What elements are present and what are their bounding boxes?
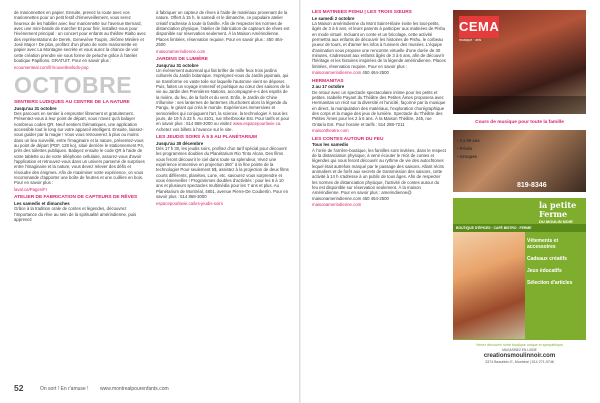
event-date: Tous les samedis: [312, 142, 349, 148]
event-date: Jusqu'au 30 décembre: [156, 140, 204, 146]
ad-photo-child: [453, 232, 525, 339]
ad-photo-shade: [453, 96, 586, 114]
ad-logo: [539, 201, 584, 223]
event-body-after: . Achetez vos billets à l'avance sur le site.: [156, 121, 282, 132]
event-date: Les samedis et dimanches: [14, 200, 70, 206]
event-body: Grâce à la tradition orale de contes et légendes, découvrez l'importance du rêve au sein de la spiritualité amérindienne, puis apprenez: [14, 206, 137, 222]
event-title: HERMANITAS: [312, 78, 344, 84]
ad-list-item: Cadeaux créatifs: [527, 256, 568, 262]
event-body-after: 450 464-2500: [361, 70, 389, 76]
right-column-1: [312, 10, 446, 382]
event-date: Le samedi 2 octobre: [312, 15, 355, 21]
ad-address: 3374 Beaubien E, Montréal | 514 271-9746: [485, 360, 554, 364]
event-title: LES MATINÉES PISHU | LES TROIS SŒURS: [312, 10, 412, 15]
event-body: Des parcours en sentier à emprunter librement et gratuitement. Présentez-vous à leur point de départ, vous n'avez qu'à balayer nombreux codes QR. Neuf sentiers thématiques, une application accessible tout le long sur votre appareil intelligent. Ensuite, laissez-vous guider par la magie ! Vous vous retrouverez à plus ou moins dans un lieu surveillé, entre l'imaginaire et la nature, présentez-vous au point de départ (PDF, 128 ko), situé derrière le stationnement P4, près des toilettes publiques. Balayez ensuite le code QR à l'aide de votre tablette ou de votre téléphone cellulaire, assurez-vous d'avoir l'application et retrouvez-vous dans un univers parsemé de surprises entre l'imaginaire et la nature, vous devez relever des défis et résoudre des énigmes. Afin de maximiser votre expérience, on vous recommande d'apporter une boîte de feutres et une cuillère en bois. Pour en savoir plus :: [14, 110, 145, 186]
event-link[interactable]: maisontheatre.com: [312, 128, 349, 134]
ad-list-item: • Privés: [457, 146, 473, 151]
page-number: 52: [14, 383, 24, 393]
event-link[interactable]: maisonamerindienne.com: [312, 202, 362, 208]
event-title: SENTIERS LUDIQUES AU CENTRE DE LA NATURE: [14, 99, 130, 105]
ad-logo-line-2: DU MOULIN NOIR: [539, 219, 573, 224]
event-link[interactable]: espacepourlavie.ca/les-jeudis-soirs: [156, 200, 223, 206]
intro-paragraph: de marionnettes en papier. Ensuite, prenez la route avec vos marionnettes pour un petit festif d'émerveillement, vous serez heureux de les habiller avec leur marionnette sur l'avenue Bernard, avec une mini-bande de marche! Et pour finir, installez-vous pour l'événement principal : un concert pour enfants au théâtre Rialto avec des représentations de Derek, Geneviève Toupin, Jérôme Minière et José Major ! De plus, profitez d'un photo de votre marionnette en papier avec La Montagne secrète et vous aurez la chance de voir cette création prendre vie sous forme de peluche grâce à l'atelier boutique Papillons. GRATUIT. Pour en savoir plus :: [14, 10, 146, 64]
event-body: La Maison amérindienne du Mont Saint-Hilaire invite les tout-petits, âgés de 3 à 6 ans, et leurs parents à participer aux matinées de Pishu en mode virtuel. Incluant un conte et un bricolage, cette activité permettra aux enfants de découvrir les histoires de Pishu, le corbeau joueur de tours, et d'aimer les infos à l'univers des musées. L'équipe d'animation vous propose une rencontre virtuelle d'une durée de 30 minutes, s'adressant aux enfants âgés de 3 à 6 ans, afin de découvrir l'héritage et les histoires inspirées de la légende amérindienne. Places limitées, réservation requise. Pour en savoir plus :: [312, 21, 446, 69]
event-link[interactable]: www.espacepourlavie.ca: [232, 121, 281, 127]
event-body: Dès 17 h 30, les jeudis soirs, profitez d'un tarif spécial pour découvrir les programmes doubles du Planétarium Rio Tinto Alcan. Des films vous feront découvrir le ciel dans toute sa splendeur. Vivez une expérience immersive en projection 360° à la fine pointe de la technologie! Pour seulement 5$, assistez à la projection de deux films courts différents, planètes, Lune, etc. savourez vous surprendre et vous émerveiller ! Programmes doubles d'activités : pour les 6 à 10 ans et plusieurs spectacles multimédia pour les 7 ans et plus. Au Planétarium de Montréal, 4801, avenue Pierre-De Coubertin. Pour en savoir plus : 514 868-3000: [156, 146, 289, 200]
footer-url[interactable]: www.montrealpourenfants.com: [100, 386, 169, 392]
month-heading: OCTOBRE: [14, 71, 133, 98]
ad-list-item: • Groupes: [457, 154, 477, 159]
ad-website[interactable]: creationsmoulinnoir.com: [483, 353, 556, 359]
ad-list-item: Jeux éducatifs: [527, 268, 562, 274]
left-column-2: [156, 10, 290, 380]
footer-title: On sort ! En r'amuse !: [40, 386, 89, 392]
left-column-1: [14, 10, 146, 380]
ad-logo-line-1: la petite Ferme: [539, 200, 577, 219]
intro-link[interactable]: maisonamerindienne.com: [156, 48, 206, 54]
intro-link[interactable]: ecoumenteal.com/fr/nouvelles/kids-pop: [14, 64, 89, 70]
ad-list-item: • 3 à 99 ans: [457, 138, 480, 143]
page-gutter: [299, 0, 301, 403]
event-date: Jusqu'au 31 octobre: [156, 62, 199, 68]
event-title: ATELIER DE FABRICATION DE CAPTEURS DE RÊVES: [14, 195, 138, 201]
event-title: JARDINS DE LUMIÈRE: [156, 56, 208, 62]
event-date: Jusqu'au 31 octobre: [14, 105, 57, 111]
ad-list-item: Sélection d'articles: [527, 280, 573, 286]
ad-list: [527, 238, 585, 292]
event-body: De retour avec un spectacle spectaculaire intime pour les petits et petites. Isabelle Payant du Théâtre des Petites Âmes proposera avec Hermanitas un récit sur la diversité et l'unicité, façonné par la musique en direct, la manipulation des matériaux, l'exploration chorégraphique des corps et la magie des jeux de lumière. Spectacle du Théâtre des Petites Âmes pour les 2 à 6 ans. À la Maison Théâtre, 245, rue Ontario Est. Pour horaire et tarifs : 514 288-7211: [312, 89, 446, 127]
event-body: À l'orée de l'arrière-boutique, les familles sont invitées, dans le respect de la distanciation physique, à venir écouter le récit de contes et légendes qui nous feront découvrir au rythme de vie des autochtones lequel était autrefois marqué par le passage des saisons. Allant récits animaliers et de forêt aux secrets de transmission des saisons, cette activité à 14 h s'adresse à un public de tous âges. Afin de respecter les normes de distanciation physique, l'activité de contes autour du feu est disponible sur réservation seulement. À la maison Amérindienne. Pour en savoir plus : amerindienne@ maisonamerindienne.com 450 464-2500: [312, 147, 446, 201]
event-link[interactable]: maisonamerindienne.com: [312, 70, 362, 76]
event-date: 2 au 17 octobre: [312, 84, 345, 90]
ad-list-item: Vêtements et accessoires: [527, 238, 559, 250]
event-title: LES JEUDIS SOIRS À 5 $ AU PLANÉTARIUM: [156, 135, 258, 141]
ad-logo-subtitle: musique · arts: [459, 38, 482, 42]
ad-strip: BOUTIQUE D'ÉPICES · CAFÉ BISTRO · FERME: [453, 224, 586, 232]
ad-logo: CEMA: [459, 16, 499, 38]
event-title: LES CONTES AUTOUR DU FEU: [312, 136, 384, 142]
boutique-ad[interactable]: [453, 198, 586, 383]
ad-tagline: Venez découvrir notre boutique unique et sympathique: [476, 343, 563, 347]
event-body: Un événement automnal qui fait briller de mille feux trois jardins culturels du Jardin botanique. Imprégnez-vous du Jardin japonais, qui se transforme en vaste toile sur laquelle l'automne vient se déposer. Puis, faites un voyage immersif et poétique au cœur des saisons de la vie au Jardin des Premières-Nations, accompagné-e-s des esprits de la rivière, du feu, de la forêt et du vent. Enfin, le Jardin de Chine s'illumine : ses lanternes de lanternes chuchotent alors la légende du Pangu, le géant qui créa le monde. Expériences immersives et sensorielles qui conjuguent l'art, la science, la technologie! À tous les jours, de 19 h à 22 h. Au 4101, rue Sherbrooke Est. Pour tarifs et pour en savoir plus : 514 868-3000 ou visitez: [156, 67, 290, 127]
ad-title: Cours de musique pour toute la famille: [475, 120, 564, 125]
intro-paragraph: à fabriquer un capteur de rêves à l'aide de matériaux provenant de la nature. Offert à 15 h, le samedi et le dimanche, ce populaire atelier créatif s'adresse à toute la famille. Afin de respecter les normes de distanciation physique, l'atelier de fabrication de capteurs de rêves est disponible sur réservation seulement. À la Maison Amérindienne. Places limitées, réservation requise. Pour en savoir plus : 450 464-2500: [156, 10, 290, 48]
ad-shop-online: MAGASINEZ EN LIGNE: [502, 348, 537, 352]
event-link[interactable]: laval.ca/Pages/Fr: [14, 186, 48, 192]
ad-bottom: [453, 340, 586, 383]
ad-phone: 819-8346: [517, 182, 547, 189]
